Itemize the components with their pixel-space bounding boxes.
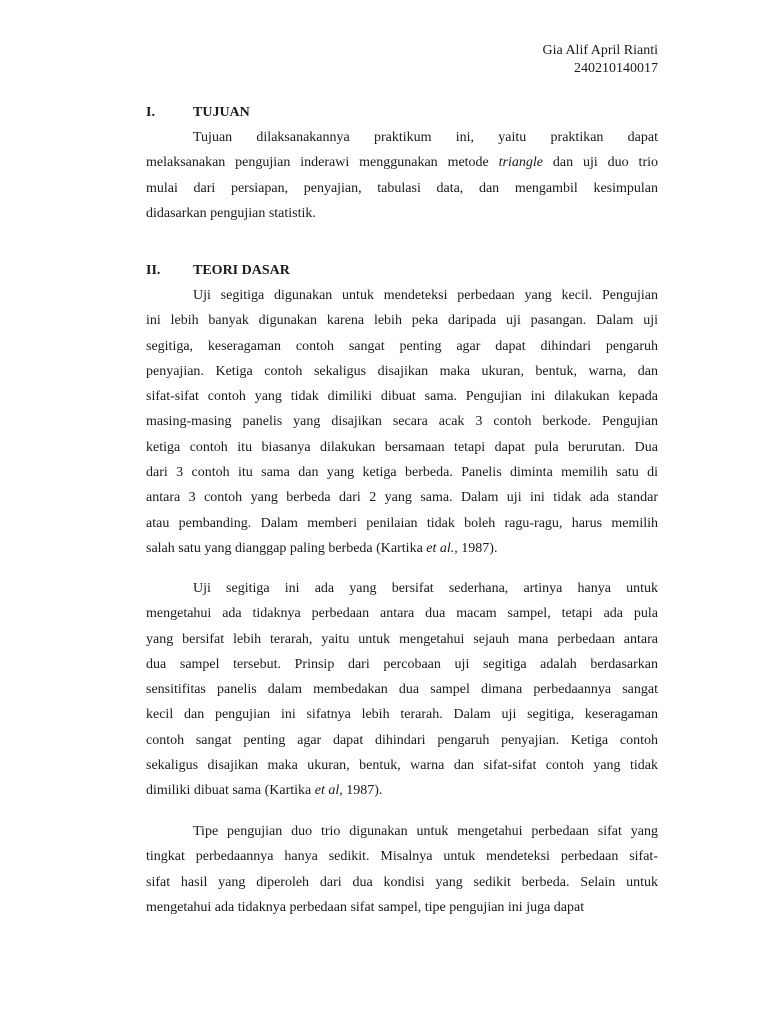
paragraph — [146, 819, 658, 920]
paragraph — [146, 576, 658, 804]
paragraph-line: sensitifitas panelis dalam membedakan dua sampel dimana perbedaannya sangat — [146, 682, 658, 698]
section-heading-teori-dasar — [146, 262, 290, 280]
paragraph-line: ketiga contoh itu biasanya dilakukan bersamaan tetapi dapat pula berurutan. Dua — [146, 439, 658, 455]
paragraph-line: Uji segitiga digunakan untuk mendeteksi perbedaan yang kecil. Pengujian — [193, 288, 658, 303]
paragraph-line: Tipe pengujian duo trio digunakan untuk mengetahui perbedaan sifat yang — [193, 824, 658, 839]
paragraph-line: segitiga, keseragaman contoh sangat penting agar dapat dihindari pengaruh — [146, 338, 658, 354]
paragraph — [146, 283, 658, 561]
paragraph-line: penyajian. Ketiga contoh sekaligus disajikan maka ukuran, bentuk, warna, dan — [146, 363, 658, 379]
paragraph-line: antara 3 contoh yang berbeda dari 2 yang sama. Dalam uji ini tidak ada standar — [146, 490, 658, 506]
paragraph-line: sekaligus disajikan maka ukuran, bentuk, warna dan sifat-sifat contoh yang tidak — [146, 758, 658, 774]
paragraph-line: dimiliki dibuat sama (Kartika et al, 1987). — [146, 783, 383, 799]
author-student-id: 240210140017 — [574, 61, 658, 76]
italic-term: triangle — [498, 155, 544, 171]
paragraph-line: mulai dari persiapan, penyajian, tabulasi data, dan mengambil kesimpulan — [146, 180, 658, 196]
paragraph-line: tingkat perbedaannya hanya sedikit. Misalnya untuk mendeteksi perbedaan sifat- — [146, 849, 658, 865]
author-block — [543, 42, 659, 78]
paragraph-line: dari 3 contoh itu sama dan yang ketiga berbeda. Panelis diminta memilih satu di — [146, 465, 658, 481]
paragraph-line: sifat hasil yang diperoleh dari dua kondisi yang sedikit berbeda. Selain untuk — [146, 874, 658, 890]
section-title: TEORI DASAR — [193, 263, 290, 278]
paragraph-line: kecil dan pengujian ini sifatnya lebih terarah. Dalam uji segitiga, keseragaman — [146, 707, 658, 723]
paragraph-line: salah satu yang dianggap paling berbeda (Kartika et al., 1987). — [146, 540, 498, 556]
italic-term: et al — [314, 783, 340, 799]
paragraph-line: ini lebih banyak digunakan karena lebih peka daripada uji pasangan. Dalam uji — [146, 313, 658, 329]
paragraph-line: mengetahui ada tidaknya perbedaan antara dua macam sampel, tetapi ada pula — [146, 606, 658, 622]
section-title: TUJUAN — [193, 105, 250, 120]
section-number: I. — [146, 105, 155, 120]
paragraph-line: contoh sangat penting agar dapat dihindari pengaruh penyajian. Ketiga contoh — [146, 732, 658, 748]
paragraph-line: melaksanakan pengujian inderawi menggunakan metode triangle dan uji duo trio — [146, 155, 658, 171]
paragraph-line: dua sampel tersebut. Prinsip dari percobaan uji segitiga adalah berdasarkan — [146, 656, 658, 672]
author-name: Gia Alif April Rianti — [542, 43, 658, 58]
paragraph-line: yang bersifat lebih terarah, yaitu untuk mengetahui sejauh mana perbedaan antara — [146, 631, 658, 647]
section-heading-tujuan — [146, 104, 250, 122]
section-number: II. — [146, 263, 161, 278]
paragraph-line: masing-masing panelis yang disajikan secara acak 3 contoh berkode. Pengujian — [146, 414, 658, 430]
italic-term: et al. — [426, 540, 455, 556]
paragraph — [146, 125, 658, 226]
paragraph-line: Uji segitiga ini ada yang bersifat sederhana, artinya hanya untuk — [193, 581, 658, 596]
paragraph-line: sifat-sifat contoh yang tidak dimiliki dibuat sama. Pengujian ini dilakukan kepada — [146, 389, 658, 405]
paragraph-line: mengetahui ada tidaknya perbedaan sifat sampel, tipe pengujian ini juga dapat — [146, 899, 585, 915]
paragraph-line: atau pembanding. Dalam memberi penilaian tidak boleh ragu-ragu, harus memilih — [146, 515, 658, 531]
paragraph-line: didasarkan pengujian statistik. — [146, 205, 316, 221]
paragraph-line: Tujuan dilaksanakannya praktikum ini, yaitu praktikan dapat — [193, 130, 658, 145]
